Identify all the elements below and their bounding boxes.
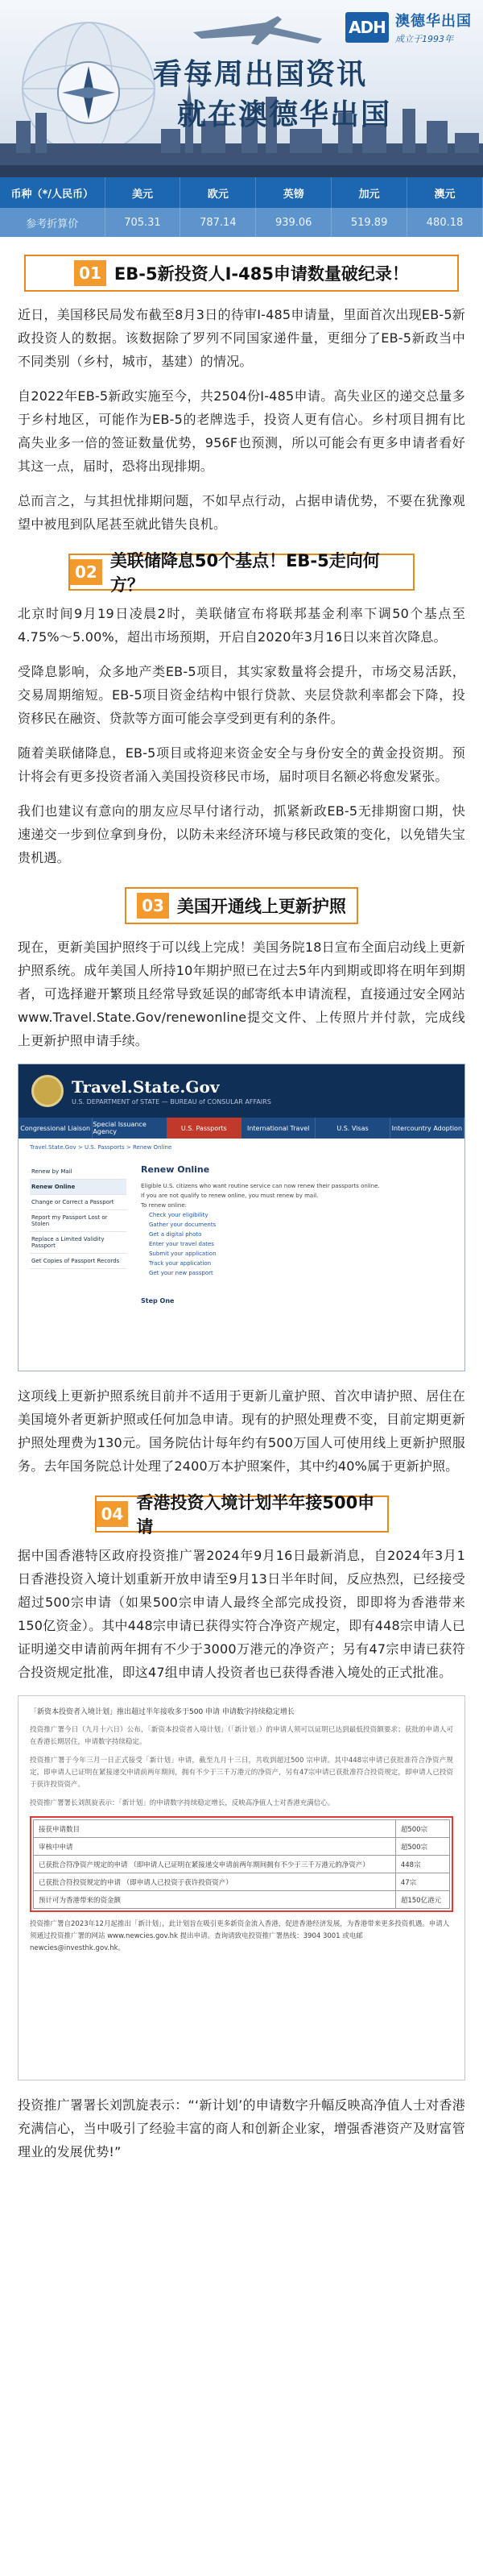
section-3-title <box>125 887 358 924</box>
stats-value: 448宗 <box>395 1856 449 1873</box>
brand-logo <box>345 10 472 45</box>
nav-item: U.S. Visas <box>316 1118 390 1139</box>
fx-row-label: 参考折算价 <box>0 208 105 237</box>
stats-label: 已获批合符投资规定的申请 （即申请人已投资于获许投资资产） <box>34 1873 396 1891</box>
section-heading: 美国开通线上更新护照 <box>176 897 346 916</box>
fx-header: 英镑 <box>256 177 332 208</box>
side-menu-item: Get Copies of Passport Records <box>30 1254 126 1269</box>
side-menu-item: Change or Correct a Passport <box>30 1195 126 1210</box>
nav-item: Intercountry Adoption <box>390 1118 464 1139</box>
doc-paragraph: 投资推广署今日（九月十六日）公布，「新资本投资者入境计划」（「新计划」）的申请人须可以证明已达到最低投资额要求；获批的申请人可在香港长期居住，申请数字持续稳定。 <box>30 1726 453 1746</box>
site-title: Travel.State.Gov <box>72 1076 220 1097</box>
exchange-rate-table <box>0 177 483 237</box>
step-link: Get a digital photo <box>149 1231 202 1238</box>
paragraph: 北京时间9月19日凌晨2时，美联储宣布将联邦基金利率下调50个基点至4.75%～5.00%，超出市场预期，开启自2020年3月16日以来首次降息。 <box>18 606 465 645</box>
nav-item-active: U.S. Passports <box>167 1118 242 1139</box>
step-link: Gather your documents <box>149 1222 217 1228</box>
paragraph: 总而言之，与其担忧排期问题，不如早点行动，占据申请优势，不要在犹豫观望中被甩到队尾甚至就此错失良机。 <box>18 493 465 532</box>
stats-label: 接获申请数目 <box>34 1820 396 1838</box>
stats-value: 47宗 <box>395 1873 449 1891</box>
step-link: Get your new passport <box>149 1270 213 1276</box>
logo-name: 澳德华出国 <box>395 13 472 30</box>
step-link: Check your eligibility <box>149 1212 208 1218</box>
step-link: Submit your application <box>149 1251 217 1257</box>
fx-header: 币种（*/人民币） <box>0 177 105 208</box>
stats-value: 超500宗 <box>395 1838 449 1856</box>
paragraph: 自2022年EB-5新政实施至今，共2504份I-485申请。高失业区的递交总量多于乡村地区，可能作为EB-5的老牌选手，投资人更有信心。乡村项目拥有比高失业多一倍的签证数量优势，956F也预测，所以可能会有更多申请者看好其这一点，届时，恐将出现排期。 <box>18 388 465 474</box>
nav-item: Special Issuance Agency <box>93 1118 167 1139</box>
side-menu-item: Renew Online <box>30 1180 126 1195</box>
headline-line-2: 就在澳德华出国 <box>177 98 392 131</box>
doc-footer: 投资推广署自2023年12月起推出「新计划」，此计划旨在吸引更多新资金流入香港，促进香港经济发展，为香港带来更多投资机遇。申请人须通过投资推广署的网站 www.newcies.gov.hk 提出申请。查询请致电投资推广署热线：3904 3001 或电邮 newcies@investhk.gov.hk。 <box>30 1920 450 1952</box>
logo-mark: ADH <box>345 12 389 43</box>
section-heading: 香港投资入境计划半年接500申请 <box>136 1493 375 1537</box>
fx-header: 美元 <box>105 177 180 208</box>
fx-header: 澳元 <box>407 177 483 208</box>
paragraph: 受降息影响，众多地产类EB-5项目，其实家数量将会提升，市场交易活跃，交易周期缩短。EB-5项目资金结构中银行贷款、夹层贷款利率都会下降，投资移民在融资、贷款等方面可能会享受到更有利的条件。 <box>18 664 465 726</box>
stats-label: 审核中申请 <box>34 1838 396 1856</box>
site-subtitle: U.S. DEPARTMENT of STATE — BUREAU of CONSULAR AFFAIRS <box>72 1097 271 1105</box>
nav-item: Congressional Liaison <box>19 1118 93 1139</box>
section-heading: EB-5新投资人I-485申请数量破纪录！ <box>114 264 409 284</box>
step-link: Enter your travel dates <box>149 1241 214 1247</box>
state-department-seal-icon <box>31 1075 64 1107</box>
paragraph: 投资推广署署长刘凯旋表示：“‘新计划’的申请数字升幅反映高净值人士对香港充满信心，当中吸引了经验丰富的商人和创新企业家，增强香港资产及财富管理业的发展优势!” <box>18 2097 465 2159</box>
paragraph: 据中国香港特区政府投资推广署2024年9月16日最新消息，自2024年3月1日香港投资入境计划重新开放申请至9月13日半年时间，反应热烈，已经接受超过500宗申请（如果500宗申请人最终全部完成投资，即即将为香港带来150亿资金）。其中448宗申请已获得实符合净资产规定，即有448宗申请人已证明递交申请前两年拥有不少于3000万港元的净资产；另有47宗申请已获符合投资规定批准，即这47组申请人投资者也已获得香港入境处的正式批准。 <box>18 1548 465 1680</box>
section-number: 01 <box>74 260 106 286</box>
fx-value: 787.14 <box>180 208 256 237</box>
side-menu-item: Renew by Mail <box>30 1164 126 1180</box>
paragraph: 我们也建议有意向的朋友应尽早付诸行动，抓紧新政EB-5无排期窗口期，快速递交一步到位拿到身份，以防未来经济环境与移民政策的变化，以免错失宝贵机遇。 <box>18 803 465 865</box>
stats-table <box>33 1819 450 1909</box>
section-4-title <box>95 1493 389 1537</box>
renew-online-heading: Renew Online <box>141 1164 210 1175</box>
paragraph: 近日，美国移民局发布截至8月3日的待审I-485申请量，里面首次出现EB-5新政投资人的数据。该数据除了罗列不同国家递件量，更细分了EB-5新政当中不同类别（乡村，城市，基建）的情况。 <box>18 307 465 369</box>
travel-state-gov-screenshot <box>18 1064 465 1371</box>
section-number: 02 <box>70 559 102 585</box>
step-link: Track your application <box>149 1260 212 1267</box>
paragraph: 随着美联储降息，EB-5项目或将迎来资金安全与身份安全的黄金投资期。预计将会有更多投资者涌入美国投资移民市场，届时项目名额必将愈发紧张。 <box>18 745 465 784</box>
section-heading: 美联储降息50个基点！EB-5走向何方？ <box>109 551 380 595</box>
doc-paragraph: 投资推广署署长刘凯旋表示：「新计划」的申请数字持续稳定增长，反映高净值人士对香港充满信心。 <box>30 1799 335 1807</box>
breadcrumb: Travel.State.Gov > U.S. Passports > Renew Online <box>30 1144 172 1151</box>
nav-item: International Travel <box>242 1118 316 1139</box>
side-menu-item: Replace a Limited Validity Passport <box>30 1232 126 1254</box>
body-line: Eligible U.S. citizens who want routine service can now renew their passports online. <box>141 1183 380 1189</box>
fx-value: 939.06 <box>256 208 332 237</box>
logo-tagline: 成立于1993年 <box>395 34 453 44</box>
side-menu-item: Report my Passport Lost or Stolen <box>30 1210 126 1232</box>
banner-headline <box>153 55 391 135</box>
stats-value: 超500宗 <box>395 1820 449 1838</box>
stats-label: 已获批合符净资产规定的申请 （即申请人已证明在紧接递交申请前两年期间拥有不少于三千万港元的净资产） <box>34 1856 396 1873</box>
section-number: 04 <box>97 1501 129 1527</box>
fx-header: 加元 <box>332 177 407 208</box>
stats-value: 超150亿港元 <box>395 1891 449 1909</box>
site-nav <box>19 1118 464 1139</box>
headline-line-1: 看每周出国资讯 <box>153 58 368 91</box>
header-banner <box>0 0 483 177</box>
fx-value: 519.89 <box>332 208 407 237</box>
step-one-label: Step One <box>141 1297 175 1305</box>
body-line: If you are not qualify to renew online, you must renew by mail. <box>141 1193 319 1199</box>
fx-value: 480.18 <box>407 208 483 237</box>
section-1-title <box>24 255 459 292</box>
doc-paragraph: 投资推广署于今年三月一日正式接受「新计划」申请，截至九月十三日，共收到超过500 宗申请。其中448宗申请已获批准符合净资产规定，即申请人已证明在紧接递交申请前两年期间，拥有不少于三千万港元的净资产，另有47宗申请已获批准符合投资规定，即申请人已投资于获许投资资产。 <box>30 1757 453 1789</box>
paragraph: 这项线上更新护照系统目前并不适用于更新儿童护照、首次申请护照、居住在美国境外者更新护照或任何加急申请。现有的护照处理费不变，目前定期更新护照处理费为130元。国务院估计每年约有500万国人可使用线上更新护照服务。去年国务院总计处理了2400万本护照案件，其中约40%属于更新护照。 <box>18 1388 465 1474</box>
side-menu <box>30 1164 126 1305</box>
paragraph: 现在，更新美国护照终于可以线上完成！美国务院18日宣布全面启动线上更新护照系统。成年美国人所持10年期护照已在过去5年内到期或即将在明年到期者，可选择避开繁琐且经常导致延误的邮寄纸本申请流程，直接通过安全网站www.Travel.State.Gov/renewonline提交文件、上传照片并付款，完成线上更新护照申请手续。 <box>18 940 465 1048</box>
fx-header: 欧元 <box>180 177 256 208</box>
stats-label: 预计可为香港带来的资金额 <box>34 1891 396 1909</box>
doc-heading: 「新资本投资者入境计划」推出超过半年接收多于500 申请 申请数字持续稳定增长 <box>30 1708 295 1716</box>
body-line: To renew online: <box>141 1202 188 1209</box>
fx-value: 705.31 <box>105 208 180 237</box>
hk-press-release-screenshot <box>18 1695 465 2080</box>
highlighted-stats-box <box>30 1816 453 1912</box>
section-2-title <box>68 551 415 595</box>
section-number: 03 <box>137 893 169 919</box>
